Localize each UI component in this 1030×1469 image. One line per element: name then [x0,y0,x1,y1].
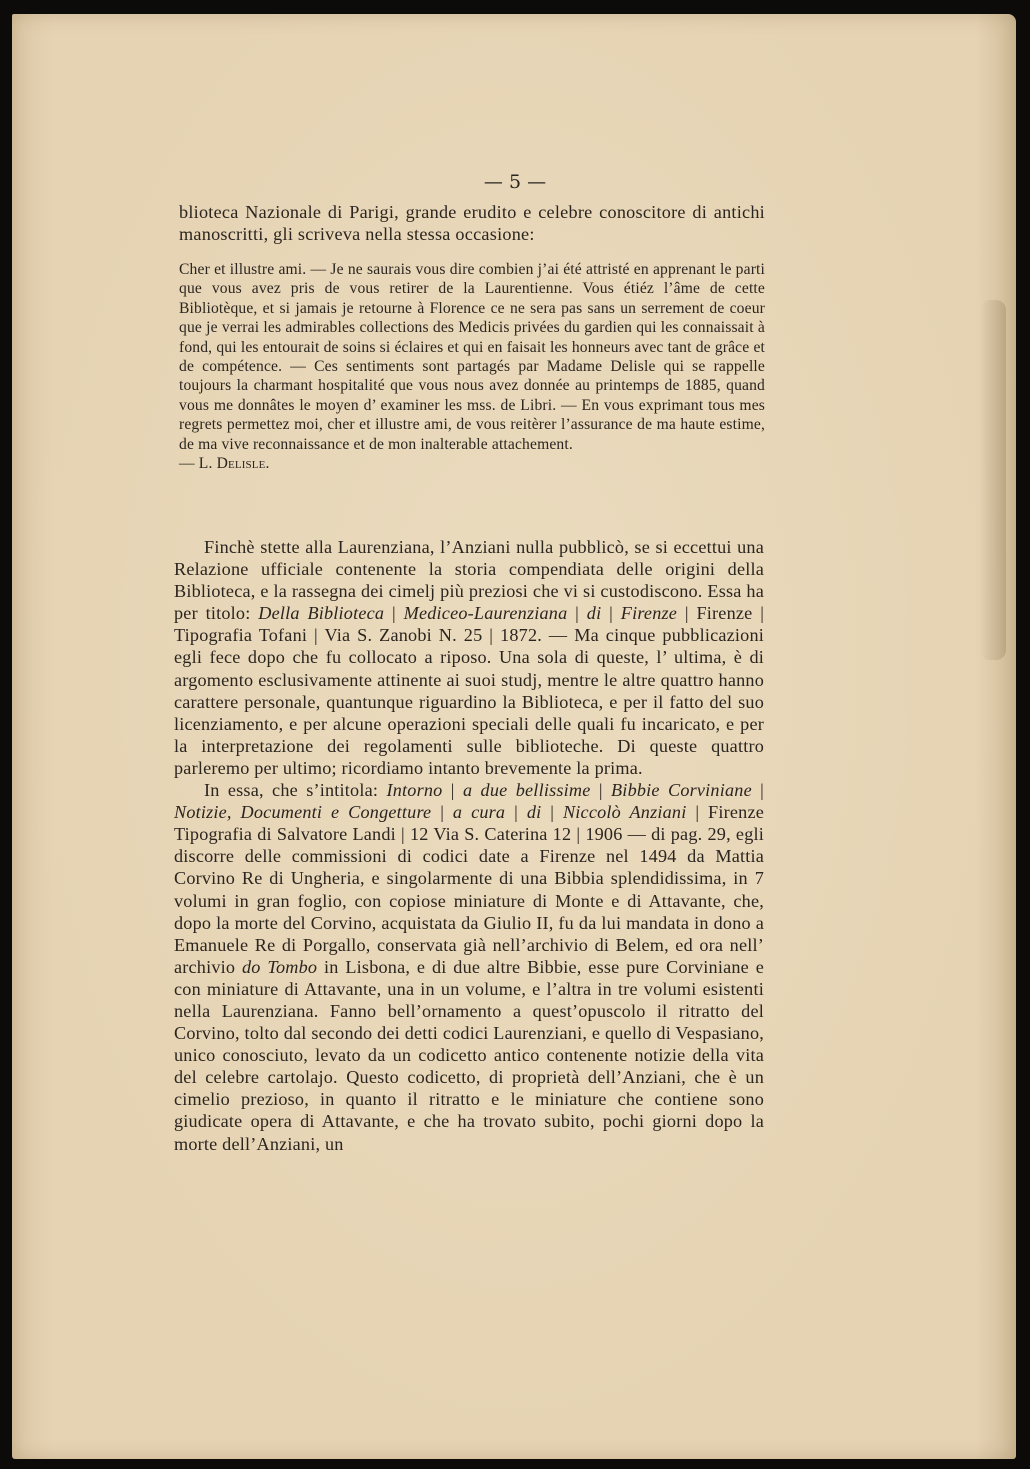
title-segment: Niccolò Anziani [562,802,687,823]
page-number: — 5 — [483,171,547,193]
text-segment: In essa, che s’intitola: [204,780,387,801]
text-segment: | [541,802,563,823]
title-segment: do Tombo [241,956,318,977]
text-segment: | [505,802,527,823]
text-segment: | [567,603,587,624]
text-segment: Finchè stette alla Laurenziana, l’Anziani nulla pubblicò, se si eccettui una Relazione ufficiale contenente la storia compendiata delle origini della Biblioteca, e la rassegna dei cimelj più preziosi che vi si custodiscono. Essa ha per titolo: [174,537,764,624]
text-segment: | [601,603,621,624]
title-segment: a cura [452,802,506,823]
text-segment: | [442,780,463,801]
quote-signature: — L. Delisle. [179,455,270,473]
quote-text: Cher et illustre ami. — Je ne saurais vous dire combien j’ai été attristé en apprenant le parti que vous avez pris de vous retirer de la Laurentienne. Vous étiéz l’âme de cette Bibliotèque, et si jamais je retourne à Florence ce ne sera pas sans un serrement de coeur que je verrai les admirables collections des Medicis privées du gardien qui les connaissait à fond, qui les entourait de soins si éclaires et qui en faisait les honneurs avec tant de grâce et de compétence. — Ces sentiments sont partagés par Madame Delisle qui se rappelle toujours la charmant hospitalité que vous nous avez donnée au printemps de 1885, quand vous me donnâtes le moyen d’ examiner les mss. de Libri. — En vous exprimant tous mes regrets permettez moi, cher et illustre ami, de vous reitèrer l’assurance de ma haute estime, de ma vive reconnaissance et de mon inalterable attachement. [179,261,765,453]
title-segment: di [526,802,542,823]
title-segment: Notizie, Documenti e Congetture [174,802,432,823]
text-segment: | [590,780,611,801]
body-paragraph-1 [174,536,764,779]
text-segment: | [384,603,404,624]
text-segment: | [431,802,453,823]
page-edge-shadow [980,300,1006,660]
title-segment: di [586,603,602,624]
title-segment: a due bellissime [462,780,591,801]
title-segment: Della Biblioteca [258,603,385,624]
text-segment: | Firenze | Tipografia Tofani | Via S. Zanobi N. 25 | 1872. — Ma cinque pubblicazioni egli fece dopo che fu collocato a riposo. Una sola di queste, l’ ultima, è di argomento esclusivamente attinente ai suoi studj, mentre le altre quattro hanno carattere personale, quantunque riguardino la Biblioteca, e per il fatto del suo licenziamento, e per alcune operazioni speciali delle quali fu incaricato, e per la interpretazione dei regolamenti sulle biblioteche. Di queste quattro parleremo per ultimo; ricordiamo intanto brevemente la prima. [174,603,765,778]
body-paragraph-2 [174,779,764,1155]
lead-paragraph: blioteca Nazionale di Parigi, grande erudito e celebre conoscitore di antichi manoscritti, gli scriveva nella stessa occasione: [179,202,765,244]
title-segment: Mediceo-Laurenziana [403,603,568,624]
text-segment: | Firenze Tipografia di Salvatore Landi | 12 Via S. Caterina 12 | 1906 — di pag. 29, egli discorre delle commissioni di codici date a Firenze nel 1494 da Mattia Corvino Re di Ungheria, e singolarmente di una Bibbia splendidissima, in 7 volumi in gran foglio, con copiose miniature di Monte e di Attavante, che, dopo la morte del Corvino, acquistata da Giulio II, fu da lui mandata in dono a Emanuele Re di Porgallo, conservata già nell’archivio di Belem, ed ora nell’ archivio [174,802,764,977]
quoted-letter [179,260,765,473]
text-segment: in Lisbona, e di due altre Bibbie, esse pure Corviniane e con miniature di Attavante, una in un volume, e l’altra in tre volumi esistenti nella Laurenziana. Fanno bell’ornamento a quest’opuscolo il ritratto del Corvino, tolto dal secondo dei detti codici Laurenziani, e quello di Vespasiano, unico conosciuto, levato da un codicetto antico contenente notizie della vita del celebre cartolajo. Questo codicetto, di proprietà dell’Anziani, che è un cimelio prezioso, in quanto il ritratto e le miniature che contiene sono giudicate opera di Attavante, e che ha trovato subito, pochi giorni dopo la morte dell’Anziani, un [174,956,764,1154]
title-segment: Firenze [620,603,678,624]
body-text [174,536,764,1155]
text-segment: | [751,780,765,801]
title-segment: Intorno [386,780,443,801]
title-segment: Bibbie Corviniane [611,780,752,801]
